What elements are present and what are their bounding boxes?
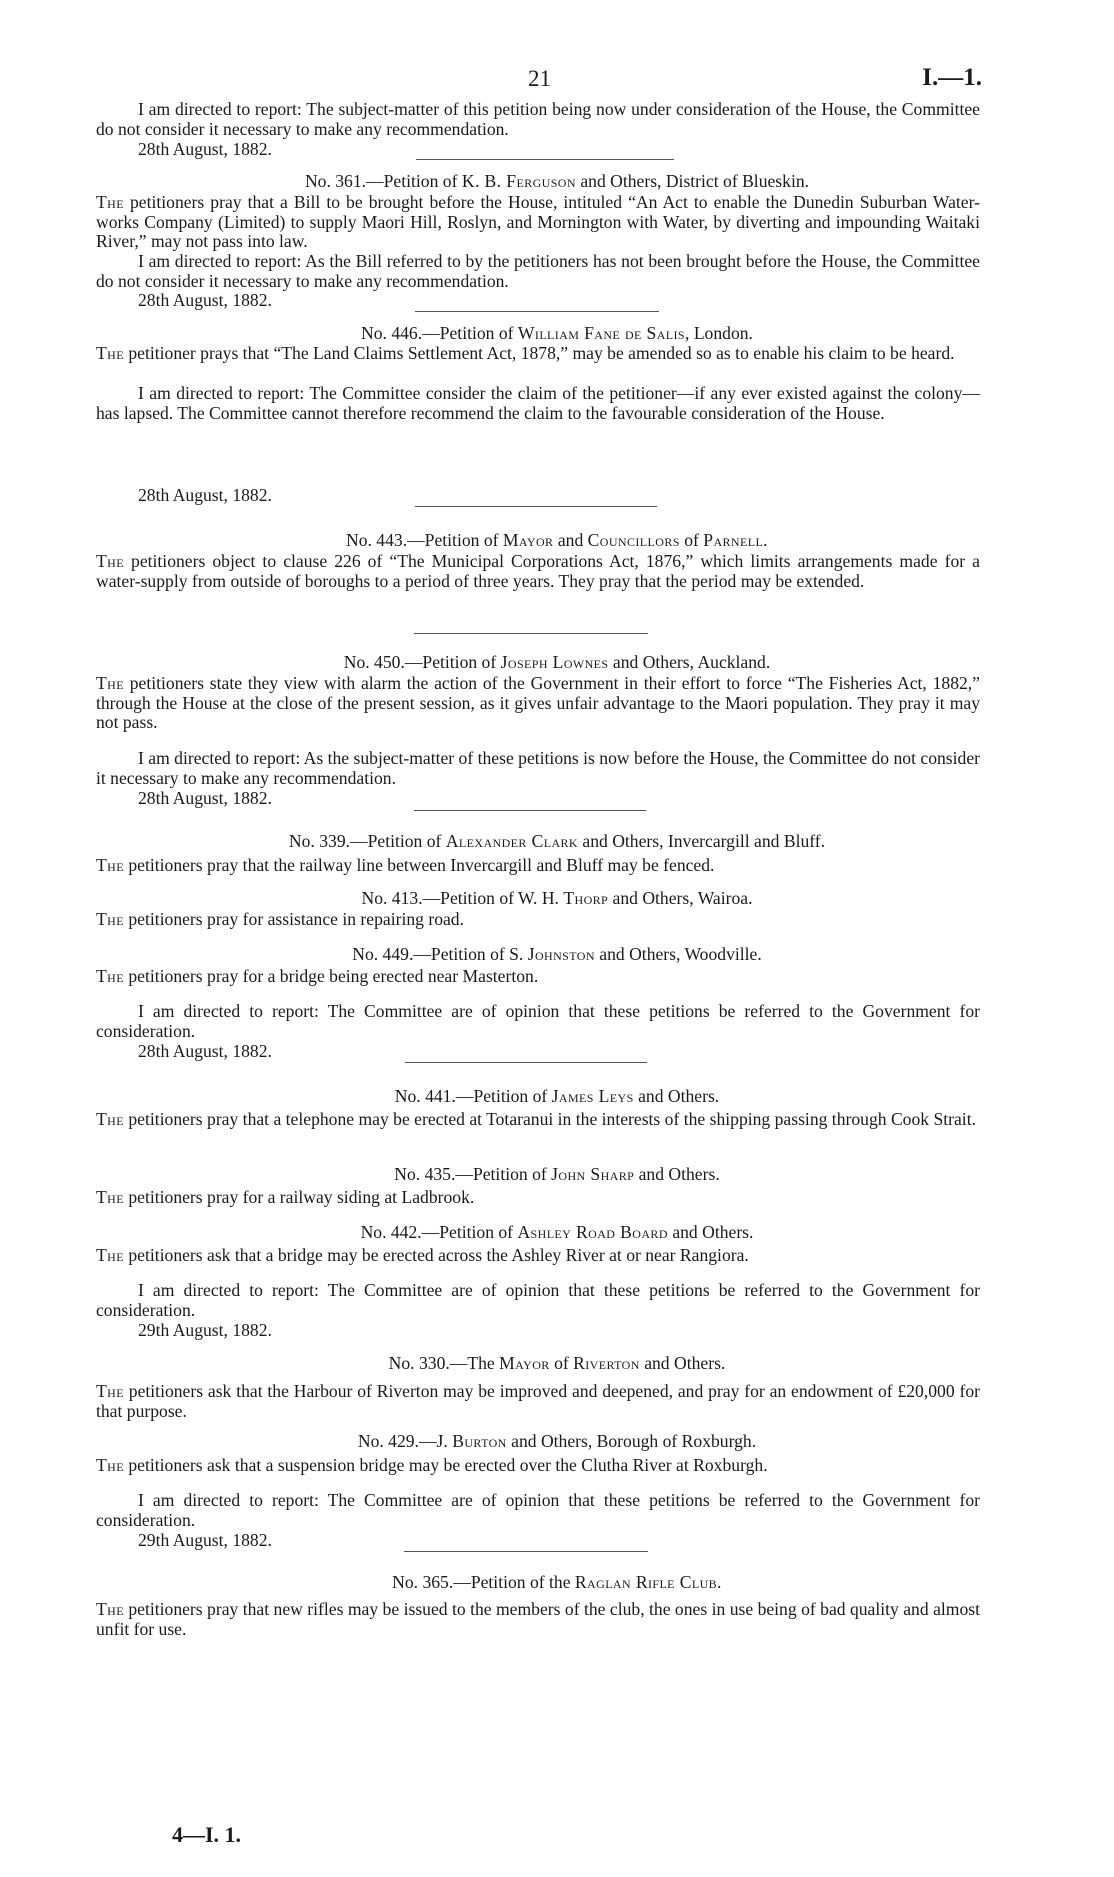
section-divider bbox=[416, 159, 674, 160]
petition-body: The petitioners ask that a bridge may be erected across the Ashley River at or near Rangiora. bbox=[96, 1245, 749, 1265]
section-divider bbox=[414, 633, 648, 634]
report-date: 28th August, 1882. bbox=[138, 290, 272, 310]
petition-body: The petitioners ask that the Harbour of Riverton may be improved and deepened, and pray for an endowment of £20,000 for that purpose. bbox=[96, 1381, 980, 1421]
report-text: I am directed to report: The Committee are of opinion that these petitions be referred to the Government for consideration. bbox=[96, 1280, 980, 1320]
petition-heading: No. 429.—J. Burton and Others, Borough of Roxburgh. bbox=[357, 1431, 757, 1451]
section-divider bbox=[404, 1551, 648, 1552]
petition-body: The petitioners pray for a bridge being erected near Masterton. bbox=[96, 966, 539, 986]
report-text: I am directed to report: As the subject-matter of these petitions is now before the House, the Committee do not consider it necessary to make any recommendation. bbox=[96, 748, 980, 788]
petition-body: The petitioners pray for a railway siding at Ladbrook. bbox=[96, 1187, 475, 1207]
section-divider bbox=[414, 810, 646, 811]
petition-body: The petitioners pray that a Bill to be brought before the House, intituled “An Act to enable the Dunedin Suburban Water-works Company (Limited) to supply Maori Hill, Roslyn, and Mornington with Water, by diverting and impounding Waitaki River,” may not pass into law. bbox=[96, 192, 980, 251]
petition-body: The petitioners pray for assistance in repairing road. bbox=[96, 909, 464, 929]
report-text: I am directed to report: As the Bill referred to by the petitioners has not been brought before the House, the Committee do not consider it necessary to make any recommendation. bbox=[96, 251, 980, 291]
petition-body: The petitioner prays that “The Land Claims Settlement Act, 1878,” may be amended so as to enable his claim to be heard. bbox=[96, 343, 955, 363]
report-text: I am directed to report: The Committee are of opinion that these petitions be referred to the Government for consideration. bbox=[96, 1490, 980, 1530]
petition-heading: No. 339.—Petition of Alexander Clark and Others, Invercargill and Bluff. bbox=[288, 831, 826, 851]
petition-heading: No. 413.—Petition of W. H. Thorp and Others, Wairoa. bbox=[361, 888, 753, 908]
petition-heading: No. 443.—Petition of Mayor and Councillors of Parnell. bbox=[346, 530, 768, 550]
report-date: 28th August, 1882. bbox=[138, 788, 272, 808]
report-date: 28th August, 1882. bbox=[138, 485, 272, 505]
report-date: 28th August, 1882. bbox=[138, 139, 272, 159]
petition-body: The petitioners object to clause 226 of “The Municipal Corporations Act, 1876,” which limits arrangements made for a water-supply from outside of boroughs to a period of three years. They pray that the period may be extended. bbox=[96, 551, 980, 591]
petition-body: The petitioners state they view with alarm the action of the Government in their effort to force “The Fisheries Act, 1882,” through the House at the close of the present session, as it gives unfair advantage to the Maori population. They pray it may not pass. bbox=[96, 673, 980, 732]
petition-heading: No. 365.—Petition of the Raglan Rifle Club. bbox=[392, 1572, 722, 1592]
petition-heading: No. 450.—Petition of Joseph Lownes and Others, Auckland. bbox=[343, 652, 771, 672]
report-date: 29th August, 1882. bbox=[138, 1530, 272, 1550]
petition-body: The petitioners pray that a telephone may be erected at Totaranui in the interests of the shipping passing through Cook Strait. bbox=[96, 1109, 976, 1129]
petition-heading: No. 441.—Petition of James Leys and Others. bbox=[394, 1086, 720, 1106]
petition-heading: No. 330.—The Mayor of Riverton and Others. bbox=[388, 1353, 726, 1373]
petition-heading: No. 446.—Petition of William Fane de Salis, London. bbox=[361, 323, 753, 343]
page-reference: I.—1. bbox=[922, 64, 982, 91]
report-date: 28th August, 1882. bbox=[138, 1041, 272, 1061]
petition-heading: No. 442.—Petition of Ashley Road Board and Others. bbox=[360, 1222, 754, 1242]
section-divider bbox=[415, 506, 657, 507]
signature-mark: 4—I. 1. bbox=[172, 1822, 242, 1847]
report-date: 29th August, 1882. bbox=[138, 1320, 272, 1340]
petition-body: The petitioners ask that a suspension bridge may be erected over the Clutha River at Roxburgh. bbox=[96, 1455, 768, 1475]
report-text: I am directed to report: The Committee are of opinion that these petitions be referred to the Government for consideration. bbox=[96, 1001, 980, 1041]
page-number: 21 bbox=[528, 66, 551, 91]
report-text: I am directed to report: The subject-matter of this petition being now under consideration of the House, the Committee do not consider it necessary to make any recommendation. bbox=[96, 99, 980, 139]
petition-heading: No. 361.—Petition of K. B. Ferguson and Others, District of Blueskin. bbox=[304, 171, 810, 191]
petition-body: The petitioners pray that new rifles may be issued to the members of the club, the ones in use being of bad quality and almost unfit for use. bbox=[96, 1599, 980, 1639]
petition-body: The petitioners pray that the railway line between Invercargill and Bluff may be fenced. bbox=[96, 855, 715, 875]
section-divider bbox=[405, 1062, 647, 1063]
petition-heading: No. 435.—Petition of John Sharp and Others. bbox=[394, 1164, 720, 1184]
section-divider bbox=[415, 311, 659, 312]
report-text: I am directed to report: The Committee consider the claim of the petitioner—if any ever existed against the colony—has lapsed. The Committee cannot therefore recommend the claim to the favourable consideration of the House. bbox=[96, 383, 980, 423]
petition-heading: No. 449.—Petition of S. Johnston and Others, Woodville. bbox=[352, 944, 762, 964]
